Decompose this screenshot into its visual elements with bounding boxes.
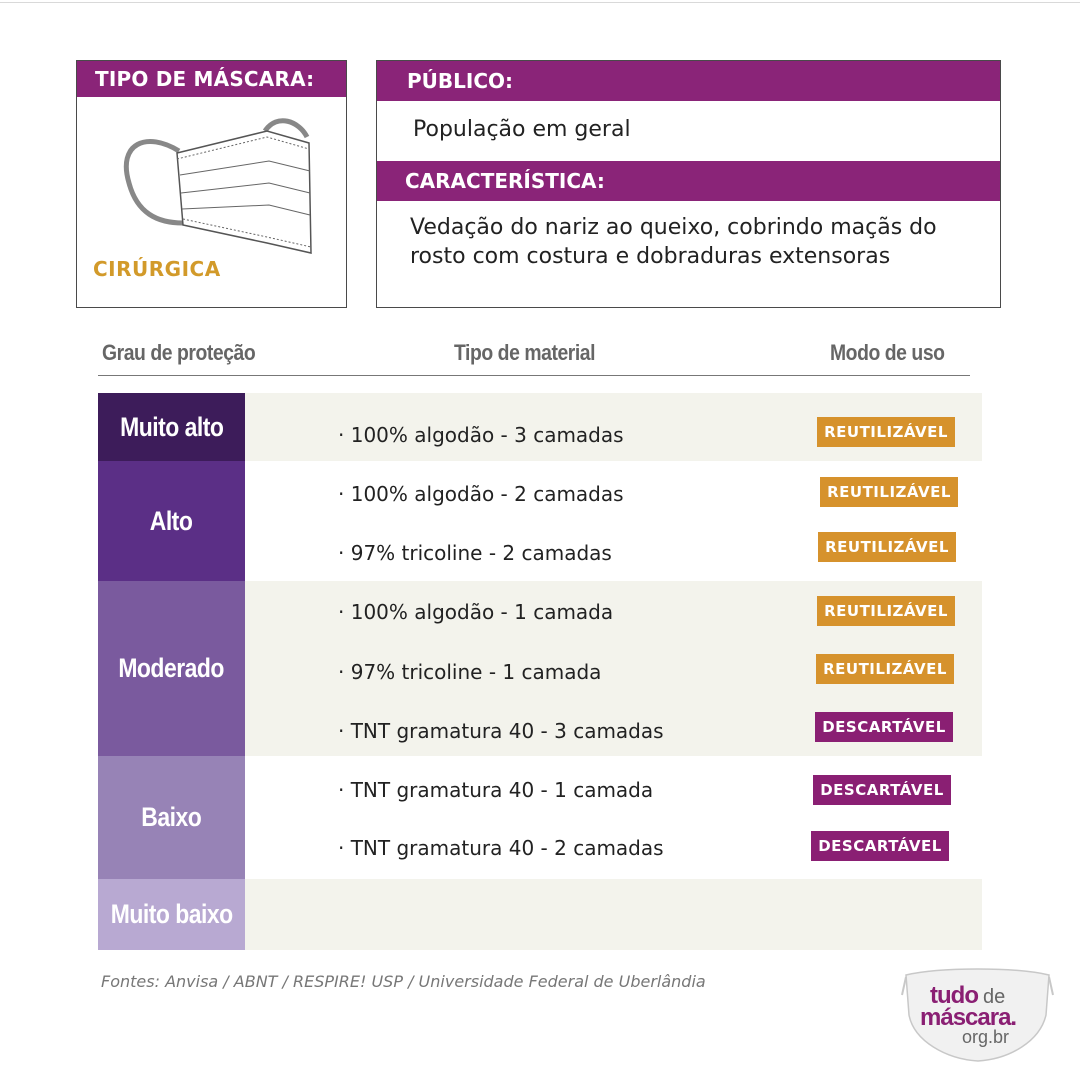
reusable-badge: REUTILIZÁVEL [816,654,954,684]
header-divider [98,375,970,376]
mask-type-header: TIPO DE MÁSCARA: [77,61,346,97]
reusable-badge: REUTILIZÁVEL [817,596,955,626]
info-card [376,60,1001,308]
tudo-de-mascara-logo [900,965,1055,1063]
reusable-badge: REUTILIZÁVEL [820,477,958,507]
column-header-protection: Grau de proteção [102,340,256,365]
mask-type-name: CIRÚRGICA [93,257,221,281]
svg-text:org.br: org.br [962,1027,1010,1047]
material-item: · 100% algodão - 3 camadas [338,423,624,447]
protection-group-high [98,461,982,581]
svg-text:máscara.: máscara. [920,1004,1017,1031]
level-label: Baixo [98,756,245,879]
column-header-usage: Modo de uso [830,340,945,365]
material-item: · 97% tricoline - 1 camada [338,660,602,684]
material-item: · 100% algodão - 1 camada [338,600,614,624]
feature-label: CARACTERÍSTICA: [377,161,1000,201]
disposable-badge: DESCARTÁVEL [813,775,951,805]
surgical-mask-icon [117,113,317,263]
level-label: Alto [98,461,245,581]
public-label: PÚBLICO: [377,61,1000,101]
mask-type-card [76,60,347,308]
public-value: População em geral [413,117,631,142]
reusable-badge: REUTILIZÁVEL [817,417,955,447]
column-header-material: Tipo de material [454,340,596,365]
material-item: · 100% algodão - 2 camadas [338,482,624,506]
feature-value: Vedação do nariz ao queixo, cobrindo maçãs do rosto com costura e dobraduras extensoras [410,215,937,269]
material-item: · 97% tricoline - 2 camadas [338,541,612,565]
disposable-badge: DESCARTÁVEL [811,831,949,861]
level-label: Moderado [98,581,245,756]
svg-text:de: de [983,986,1006,1008]
disposable-badge: DESCARTÁVEL [815,712,953,742]
material-item: · TNT gramatura 40 - 2 camadas [338,836,664,860]
top-divider [0,2,1080,3]
reusable-badge: REUTILIZÁVEL [818,532,956,562]
level-label: Muito baixo [98,879,245,950]
svg-text:tudo: tudo [930,982,978,1009]
material-item: · TNT gramatura 40 - 1 camada [338,778,654,802]
protection-group-very-low [98,879,982,950]
level-label: Muito alto [98,393,245,461]
protection-group-low [98,756,982,879]
protection-group-moderate [98,581,982,756]
protection-group-very-high [98,393,982,461]
sources-note: Fontes: Anvisa / ABNT / RESPIRE! USP / Universidade Federal de Uberlândia [101,972,706,991]
material-item: · TNT gramatura 40 - 3 camadas [338,719,664,743]
